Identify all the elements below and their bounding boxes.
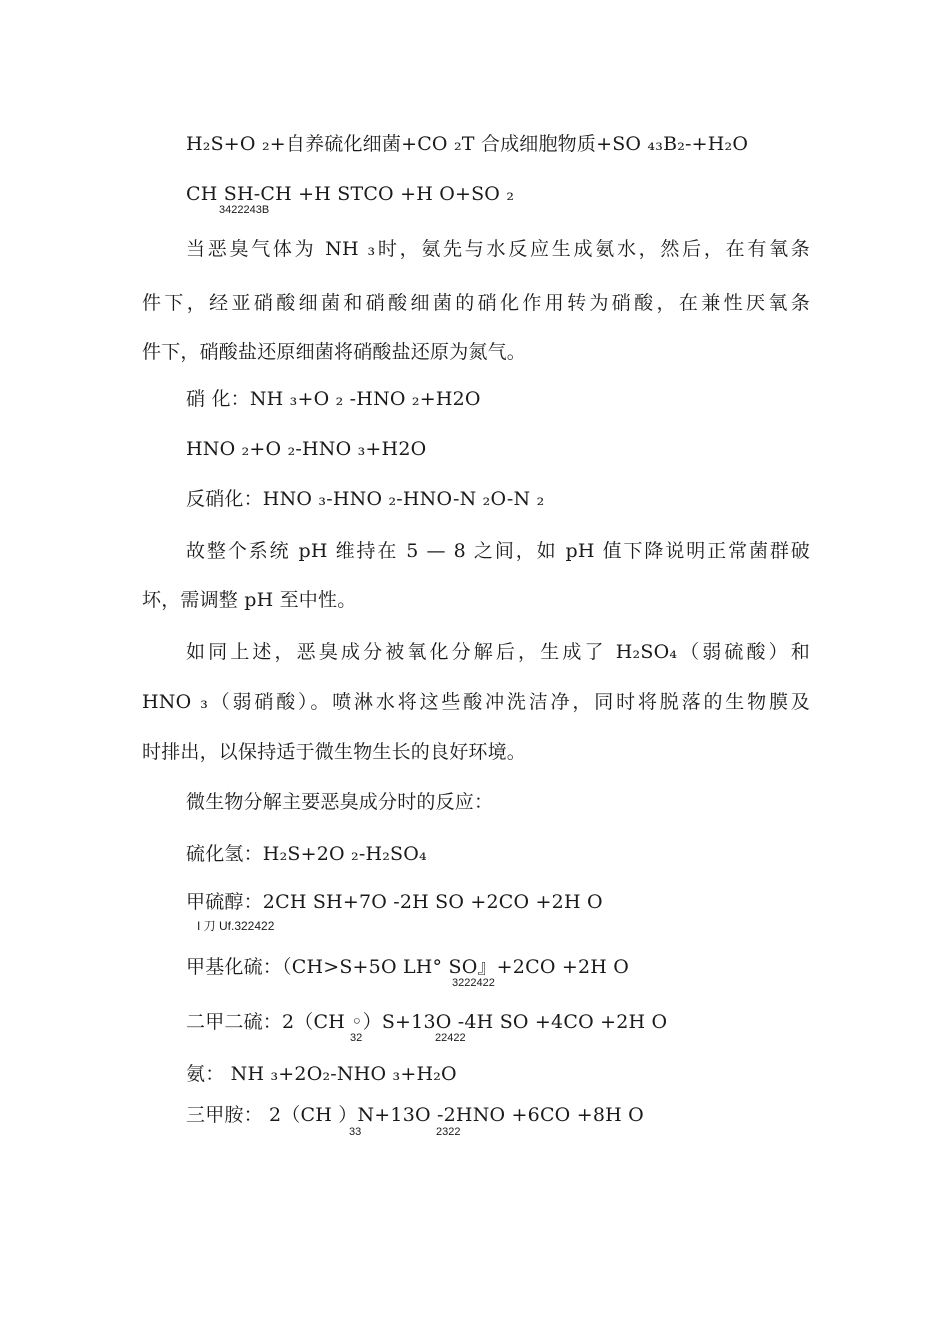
reaction-methanethiol-subscripts: I 刀 Uf.322422 [197, 919, 275, 933]
reaction-trimethylamine-subscripts-1: 33 [349, 1126, 362, 1138]
paragraph-ammonia-line-2: 件下，经亚硝酸细菌和硝酸细菌的硝化作用转为硝酸，在兼性厌氧条 [142, 292, 810, 314]
reaction-trimethylamine-subscripts-2: 2322 [436, 1126, 461, 1138]
section-heading-reactions: 微生物分解主要恶臭成分时的反应： [186, 791, 494, 813]
paragraph-ammonia-line-3: 件下，硝酸盐还原细菌将硝酸盐还原为氮气。 [142, 341, 527, 363]
reaction-dimethyl-disulfide-subscripts-2: 22422 [435, 1032, 466, 1044]
paragraph-ph-line-2: 坏，需调整 pH 至中性。 [142, 589, 357, 611]
paragraph-spray-line-1: 如同上述，恶臭成分被氧化分解后，生成了 H₂SO₄（弱硫酸）和 [186, 641, 810, 663]
reaction-methanethiol: 甲硫醇：2CH SH+7O -2H SO +2CO +2H O [186, 891, 603, 913]
reaction-methyl-sulfide: CH SH-CH +H STCO +H O+SO ₂ [186, 183, 515, 205]
reaction-dimethyl-disulfide-subscripts-1: 32 [350, 1032, 363, 1044]
reaction-denitrification: 反硝化：HNO ₃-HNO ₂-HNO-N ₂O-N ₂ [186, 488, 545, 510]
reaction-hydrogen-sulfide: 硫化氢：H₂S+2O ₂-H₂SO₄ [186, 843, 427, 865]
reaction-nitrification-2: HNO ₂+O ₂-HNO ₃+H2O [186, 438, 427, 460]
reaction-methyl-sulfide-subscripts: 3422243B [219, 204, 270, 216]
reaction-trimethylamine: 三甲胺： 2（CH ）N+13O -2HNO +6CO +8H O [186, 1104, 644, 1126]
reaction-methyl-sulfide-2: 甲基化硫：（CH>S+5O LH° SO』+2CO +2H O [186, 956, 630, 978]
paragraph-ph-line-1: 故整个系统 pH 维持在 5 — 8 之间，如 pH 值下降说明正常菌群破 [186, 540, 810, 562]
reaction-ammonia: 氨： NH ₃+2O₂-NHO ₃+H₂O [186, 1063, 457, 1085]
reaction-dimethyl-disulfide: 二甲二硫：2（CH ◦）S+13O -4H SO +4CO +2H O [186, 1011, 668, 1033]
reaction-hydrogen-sulfide-autotrophic: H₂S+O ₂+自养硫化细菌+CO ₂T 合成细胞物质+SO ₄₃B₂-+H₂O [186, 133, 749, 155]
reaction-methyl-sulfide-2-subscripts: 3222422 [452, 977, 495, 989]
paragraph-spray-line-2: HNO ₃（弱硝酸）。喷淋水将这些酸冲洗洁净，同时将脱落的生物膜及 [142, 691, 810, 713]
paragraph-ammonia-line-1: 当恶臭气体为 NH ₃时，氨先与水反应生成氨水，然后，在有氧条 [186, 238, 810, 260]
paragraph-spray-line-3: 时排出，以保持适于微生物生长的良好环境。 [142, 741, 527, 763]
reaction-nitrification-1: 硝 化：NH ₃+O ₂ -HNO ₂+H2O [186, 388, 481, 410]
